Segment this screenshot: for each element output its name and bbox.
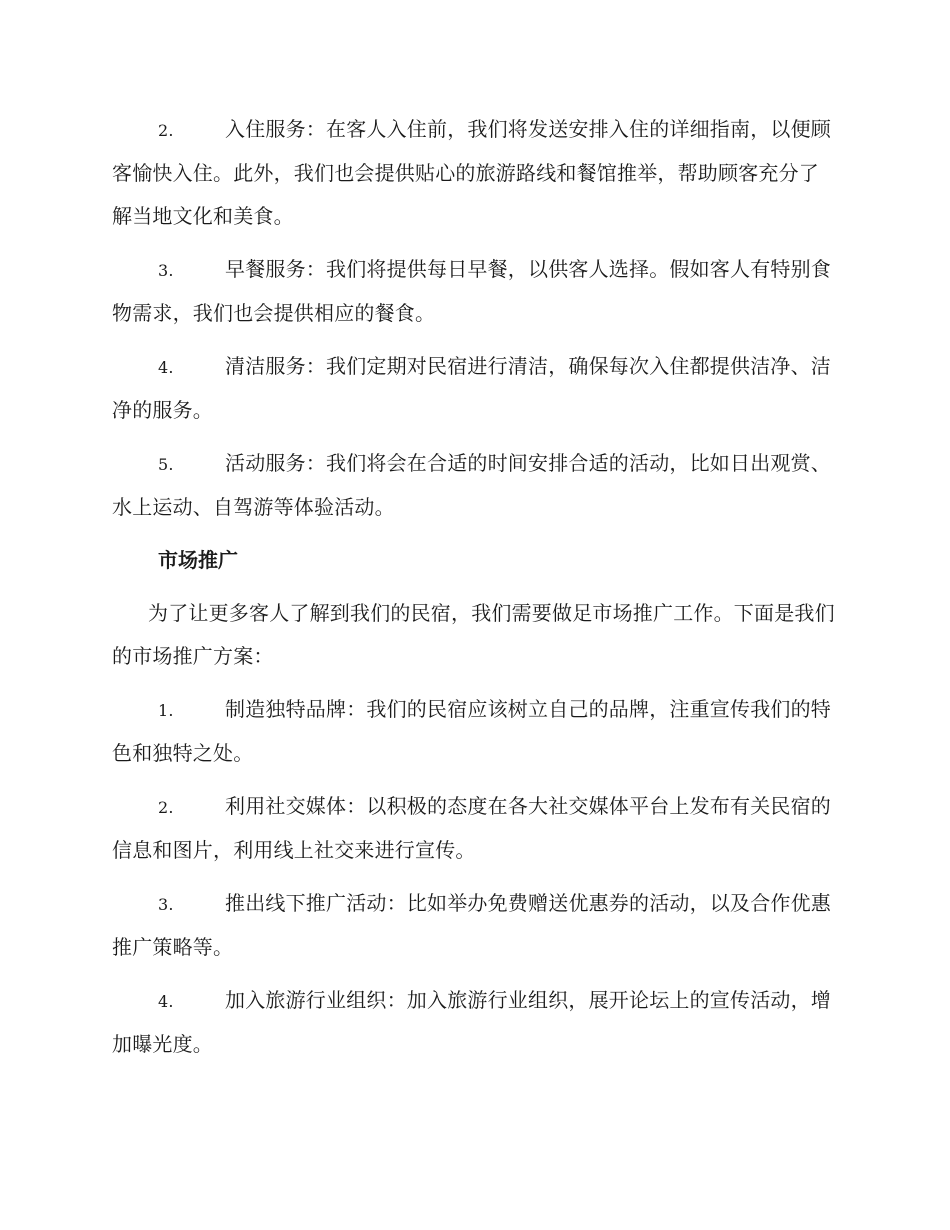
list-number: 2. (158, 798, 174, 817)
section-intro: 为了让更多客人了解到我们的民宿，我们需要做足市场推广工作。下面是我们的市场推广方案： (112, 601, 835, 668)
list-number: 3. (158, 895, 174, 914)
list-text: 入住服务：在客人入住前，我们将发送安排入住的详细指南，以便顾客愉快入住。此外，我们也会提供贴心的旅游路线和餐馆推举，帮助顾客充分了解当地文化和美食。 (112, 117, 831, 228)
list-item (112, 442, 836, 529)
list-text: 加入旅游行业组织：加入旅游行业组织，展开论坛上的宣传活动，增加曝光度。 (112, 988, 831, 1056)
list-text: 制造独特品牌：我们的民宿应该树立自己的品牌，注重宣传我们的特色和独特之处。 (112, 697, 831, 765)
list-number: 2. (158, 121, 174, 140)
list-text: 清洁服务：我们定期对民宿进行清洁，确保每次入住都提供洁净、洁净的服务。 (112, 354, 831, 422)
list-item (112, 248, 836, 335)
list-text: 早餐服务：我们将提供每日早餐，以供客人选择。假如客人有特别食物需求，我们也会提供相应的餐食。 (112, 257, 831, 325)
list-number: 4. (158, 358, 174, 377)
document-body (112, 108, 836, 1076)
list-number: 4. (158, 992, 174, 1011)
list-text: 推出线下推广活动：比如举办免费赠送优惠券的活动，以及合作优惠推广策略等。 (112, 891, 831, 959)
list-number: 3. (158, 261, 174, 280)
list-item (112, 345, 836, 432)
list-number: 5. (158, 455, 174, 474)
list-text: 活动服务：我们将会在合适的时间安排合适的活动，比如日出观赏、水上运动、自驾游等体验活动。 (112, 451, 831, 519)
list-item (112, 979, 836, 1066)
list-item (112, 882, 836, 969)
list-item (112, 108, 836, 238)
section-heading: 市场推广 (158, 548, 238, 572)
list-item (112, 688, 836, 775)
list-number: 1. (158, 701, 174, 720)
list-item (112, 785, 836, 872)
list-text: 利用社交媒体：以积极的态度在各大社交媒体平台上发布有关民宿的信息和图片，利用线上社交来进行宣传。 (112, 794, 831, 862)
